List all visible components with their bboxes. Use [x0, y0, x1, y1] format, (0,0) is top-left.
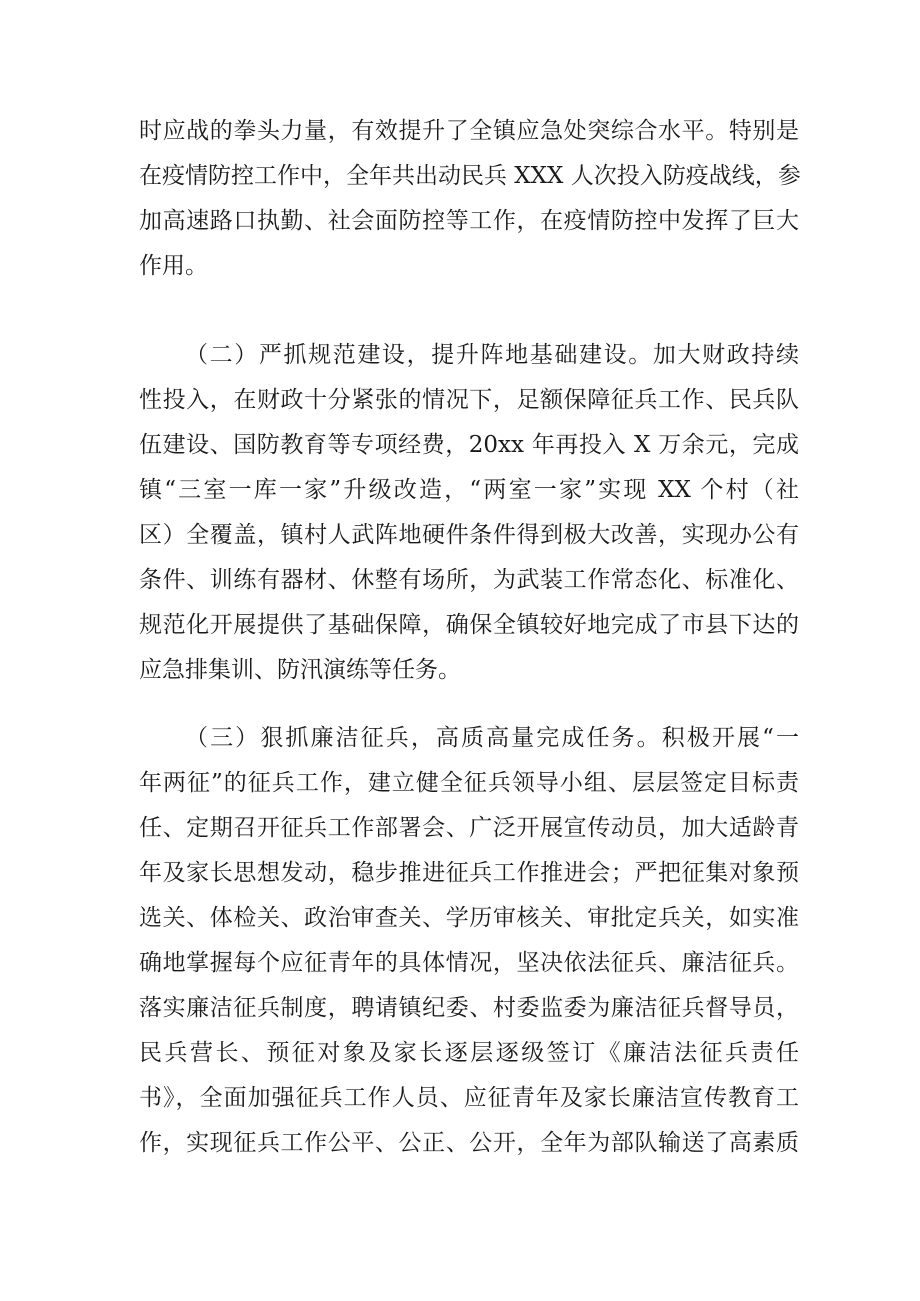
text-line: 区）全覆盖，镇村人武阵地硬件条件得到极大改善，实现办公有: [139, 522, 799, 548]
paragraph-3: [139, 716, 799, 1166]
text-line: 性投入，在财政十分紧张的情况下，足额保障征兵工作、民兵队: [139, 387, 799, 413]
text-line: 年及家长思想发动，稳步推进征兵工作推进会；严把征集对象预: [139, 860, 799, 886]
text-line: （二）严抓规范建设，提升阵地基础建设。加大财政持续: [185, 342, 799, 368]
text-line: 任、定期召开征兵工作部署会、广泛开展宣传动员，加大适龄青: [139, 815, 799, 841]
paragraph-1: [139, 109, 799, 289]
text-line: 落实廉洁征兵制度，聘请镇纪委、村委监委为廉洁征兵督导员，: [139, 995, 799, 1021]
text-line: 加高速路口执勤、社会面防控等工作，在疫情防控中发挥了巨大: [139, 208, 799, 234]
text-line: 条件、训练有器材、休整有场所，为武装工作常态化、标准化、: [139, 567, 799, 593]
text-line: 选关、体检关、政治审查关、学历审核关、审批定兵关，如实准: [139, 905, 799, 931]
text-line: 镇“三室一库一家”升级改造，“两室一家”实现 XX 个村（社: [139, 477, 799, 503]
text-line: 规范化开展提供了基础保障，确保全镇较好地完成了市县下达的: [139, 612, 799, 638]
text-line: 确地掌握每个应征青年的具体情况，坚决依法征兵、廉洁征兵。: [139, 950, 799, 976]
text-line: 作用。: [139, 253, 208, 279]
text-line: 应急排集训、防汛演练等任务。: [139, 657, 461, 683]
text-line: 时应战的拳头力量，有效提升了全镇应急处突综合水平。特别是: [139, 118, 799, 144]
text-line: 在疫情防控工作中，全年共出动民兵 XXX 人次投入防疫战线，参: [139, 163, 801, 189]
paragraph-2: [139, 333, 799, 693]
text-line: 民兵营长、预征对象及家长逐层逐级签订《廉洁法征兵责任: [139, 1040, 799, 1066]
text-line: （三）狠抓廉洁征兵，高质高量完成任务。积极开展“一: [185, 725, 799, 751]
text-line: 作，实现征兵工作公平、公正、公开，全年为部队输送了高素质: [139, 1130, 799, 1156]
text-line: 年两征”的征兵工作，建立健全征兵领导小组、层层签定目标责: [139, 770, 799, 796]
text-line: 书》，全面加强征兵工作人员、应征青年及家长廉洁宣传教育工: [139, 1085, 799, 1111]
text-line: 伍建设、国防教育等专项经费，20xx 年再投入 X 万余元，完成: [139, 432, 799, 458]
